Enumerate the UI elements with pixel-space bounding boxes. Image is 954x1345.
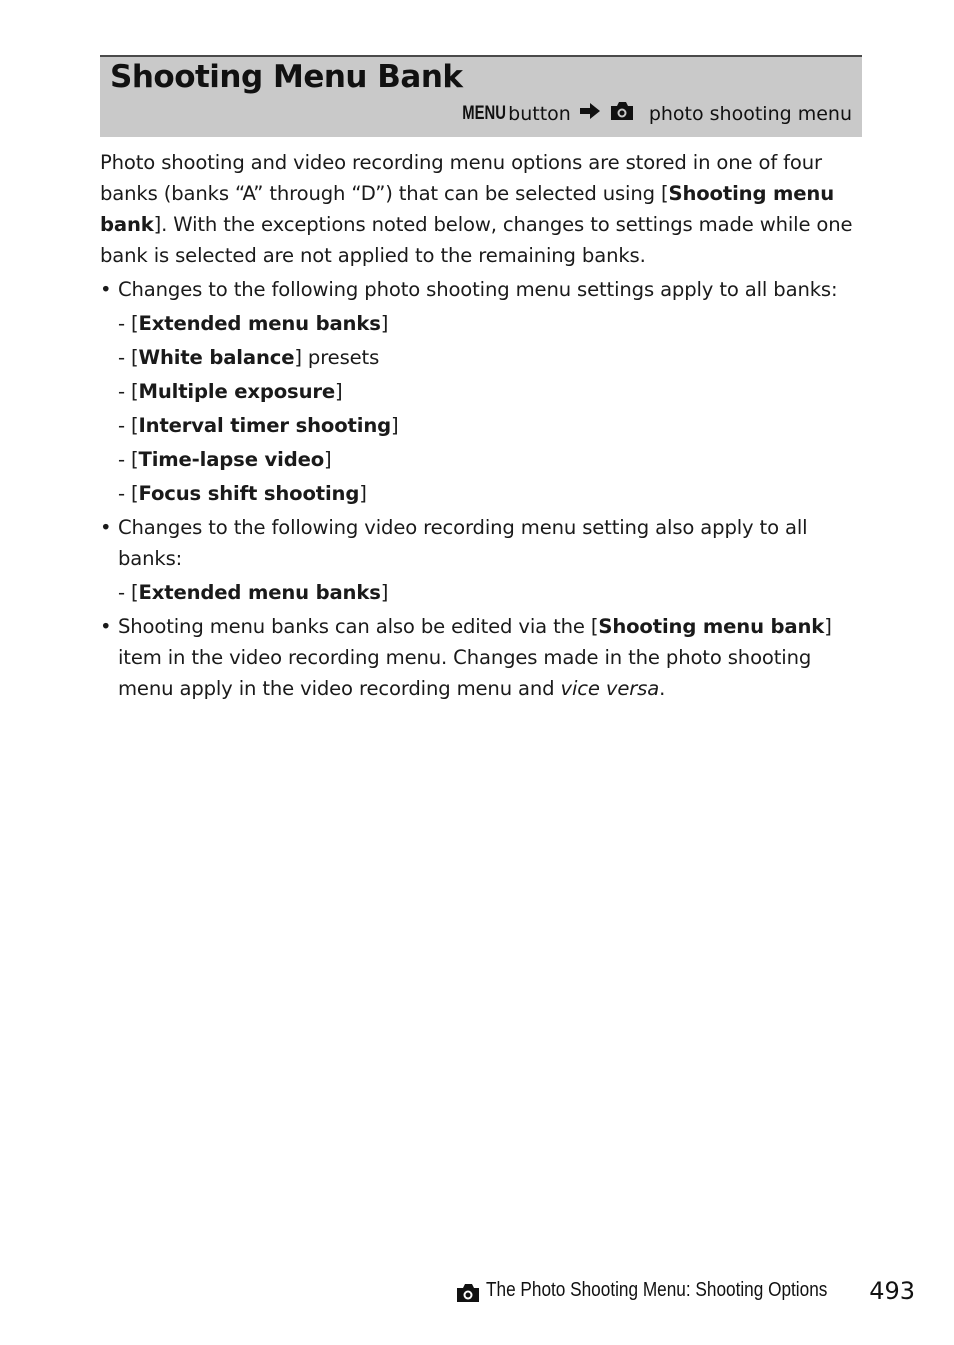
sub-item: - [Extended menu banks] xyxy=(118,581,389,604)
sub-item: - [Time-lapse video] xyxy=(118,448,332,471)
bullet-dot: • xyxy=(100,278,112,301)
bullet-bold-term: Shooting menu bank xyxy=(598,615,825,638)
setting-name: White balance xyxy=(138,346,295,369)
bullet-text: Changes to the following photo shooting menu settings apply to all banks: xyxy=(118,278,838,301)
sub-item: - [Interval timer shooting] xyxy=(118,414,399,437)
intro-text-1: Photo shooting and video recording menu options are stored in one of four banks (banks “A” through “D”) that can be selected using [ xyxy=(100,151,822,205)
bullet-text: Changes to the following video recording menu setting also apply to all banks: xyxy=(118,516,808,570)
bullet-item xyxy=(100,512,860,574)
bullet-dot: • xyxy=(100,615,112,638)
setting-name: Time-lapse video xyxy=(138,448,325,471)
bullet-item xyxy=(100,274,860,305)
sub-item: - [White balance] presets xyxy=(118,346,380,369)
menu-path xyxy=(450,101,852,126)
footer-section-title: The Photo Shooting Menu: Shooting Options xyxy=(486,1279,828,1301)
bullet-dot: • xyxy=(100,516,112,539)
setting-name: Interval timer shooting xyxy=(138,414,392,437)
button-label: button xyxy=(508,102,571,125)
section-header xyxy=(100,55,862,137)
page-number: 493 xyxy=(869,1277,915,1305)
page-footer xyxy=(455,1277,915,1309)
menu-name: photo shooting menu xyxy=(648,102,852,125)
setting-name: Extended menu banks xyxy=(138,312,381,335)
bullet-text: Shooting menu banks can also be edited via the [ xyxy=(118,615,599,638)
bullet-text: . xyxy=(659,677,666,700)
bullet-italic-term: vice versa xyxy=(560,677,660,700)
camera-icon xyxy=(455,1283,481,1307)
intro-text-2: ]. With the exceptions noted below, changes to settings made while one bank is selected are not applied to the remaining banks. xyxy=(100,213,853,267)
intro-paragraph xyxy=(100,147,860,271)
sub-item: - [Focus shift shooting] xyxy=(118,482,367,505)
setting-name: Extended menu banks xyxy=(138,581,381,604)
arrow-right-icon xyxy=(579,102,601,125)
setting-suffix: presets xyxy=(301,346,380,369)
sub-item: - [Multiple exposure] xyxy=(118,380,343,403)
bullet-item xyxy=(100,611,860,704)
sub-item: - [Extended menu banks] xyxy=(118,312,389,335)
setting-name: Focus shift shooting xyxy=(138,482,360,505)
intro-bold-term: Shooting menu bank xyxy=(100,182,834,236)
setting-name: Multiple exposure xyxy=(138,380,336,403)
menu-key-label: MENU xyxy=(462,102,507,124)
camera-icon xyxy=(609,101,635,126)
bullet-text: ] item in the video recording menu. Changes made in the photo shooting menu apply in the video recording menu and xyxy=(118,615,832,700)
body-text xyxy=(100,147,860,704)
page-title: Shooting Menu Bank xyxy=(110,59,463,95)
